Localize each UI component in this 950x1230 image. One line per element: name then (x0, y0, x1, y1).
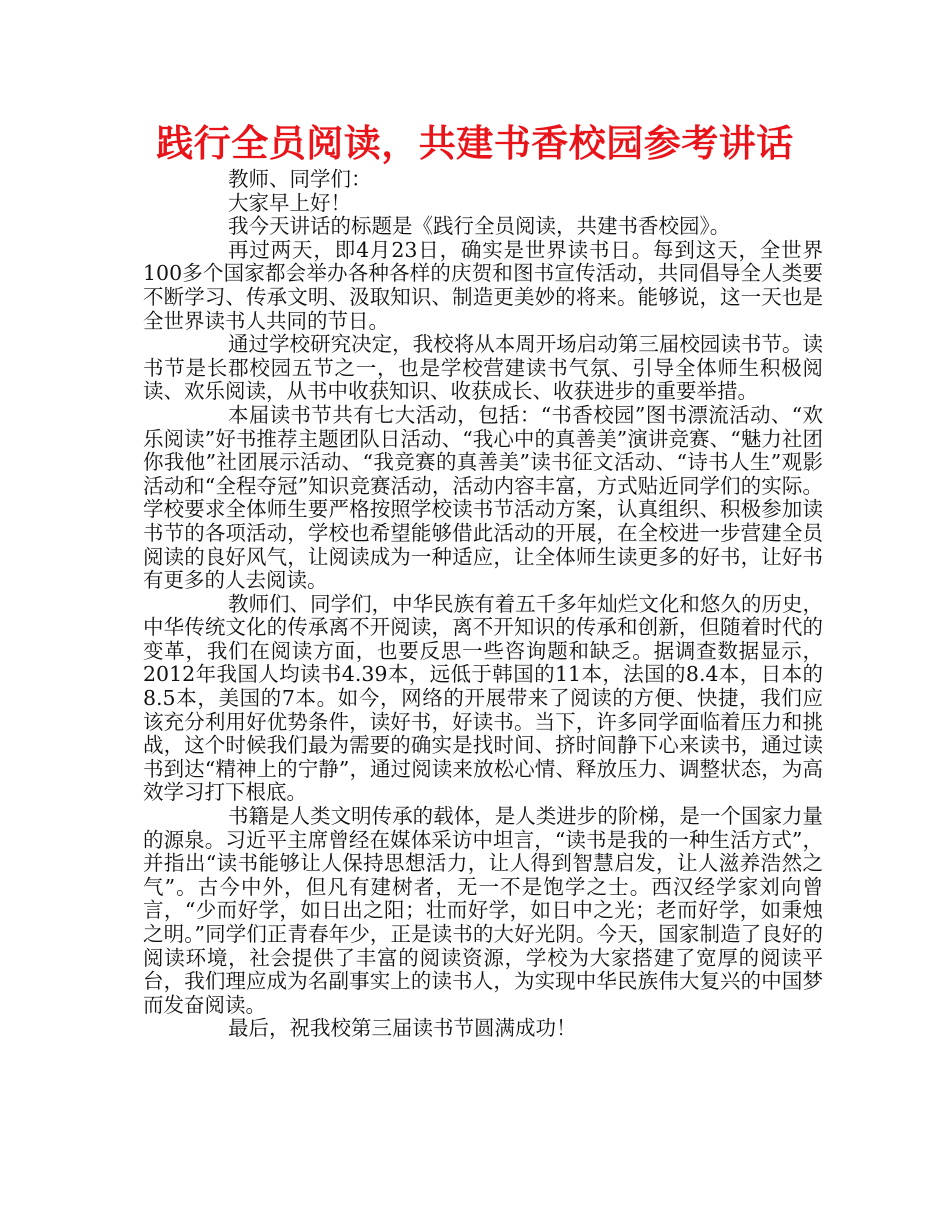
paragraph-activities: 本届读书节共有七大活动，包括：“书香校园”图书漂流活动、“欢乐阅读”好书推荐主题团队日活动、“我心中的真善美”演讲竞赛、“魅力社团你我他”社团展示活动、“我竞赛的真善美”读书征文活动、“诗书人生”观影活动和“全程夺冠”知识竞赛活动，活动内容丰富，方式贴近同学们的实际。学校要求全体师生要严格按照学校读书节活动方案，认真组织、积极参加读书节的各项活动，学校也希望能够借此活动的开展，在全校进一步营建全员阅读的良好风气，让阅读成为一种适应，让全体师生读更多的好书，让好书有更多的人去阅读。 (143, 402, 823, 593)
salutation: 教师、同学们： (228, 167, 372, 191)
speech-body (143, 168, 823, 1041)
paragraph-closing: 最后，祝我校第三届读书节圆满成功！ (228, 1016, 577, 1041)
paragraph-books-value: 书籍是人类文明传承的载体，是人类进步的阶梯，是一个国家力量的源泉。习近平主席曾经在媒体采访中坦言，“读书是我的一种生活方式”，并指出“读书能够让人保持思想活力，让人得到智慧启发，让人滋养浩然之气”。古今中外，但凡有建树者，无一不是饱学之士。西汉经学家刘向曾言，“少而好学，如日出之阳；壮而好学，如日中之光；老而好学，如秉烛之明。”同学们正青春年少，正是读书的大好光阴。今天，国家制造了良好的阅读环境，社会提供了丰富的阅读资源，学校为大家搭建了宽厚的阅读平台，我们理应成为名副事实上的读书人，为实现中华民族伟大复兴的中国梦而发奋阅读。 (143, 804, 823, 1017)
paragraph-topic: 我今天讲话的标题是《践行全员阅读，共建书香校园》。 (228, 214, 731, 239)
paragraph-world-book-day: 再过两天，即4月23日，确实是世界读书日。每到这天，全世界100多个国家都会举办各种各样的庆贺和图书宣传活动，共同倡导全人类要不断学习、传承文明、汲取知识、制造更美妙的将来。能够说，这一天也是全世界读书人共同的节日。 (143, 237, 823, 333)
paragraph-chinese-culture: 教师们、同学们，中华民族有着五千多年灿烂文化和悠久的历史，中华传统文化的传承离不开阅读，离不开知识的传承和创新，但随着时代的变革，我们在阅读方面，也要反思一些咨询题和缺乏。据调查数据显示，2012年我国人均读书4.39本，远低于韩国的11本，法国的8.4本，日本的8.5本，美国的7本。如今，网络的开展带来了阅读的方便、快捷，我们应该充分利用好优势条件，读好书，好读书。当下，许多同学面临着压力和挑战，这个时候我们最为需要的确实是找时间、挤时间静下心来读书，通过读书到达“精神上的宁静”，通过阅读来放松心情、释放压力、调整状态，为高效学习打下根底。 (143, 591, 823, 805)
document-title: 践行全员阅读，共建书香校园参考讲话 (156, 122, 794, 165)
greeting: 大家早上好！ (228, 190, 351, 215)
paragraph-reading-festival: 通过学校研究决定，我校将从本周开场启动第三届校园读书节。读书节是长郡校园五节之一，也是学校营建读书气氛、引导全体师生积极阅读、欢乐阅读，从书中收获知识、收获成长、收获进步的重要举措。 (143, 332, 823, 404)
